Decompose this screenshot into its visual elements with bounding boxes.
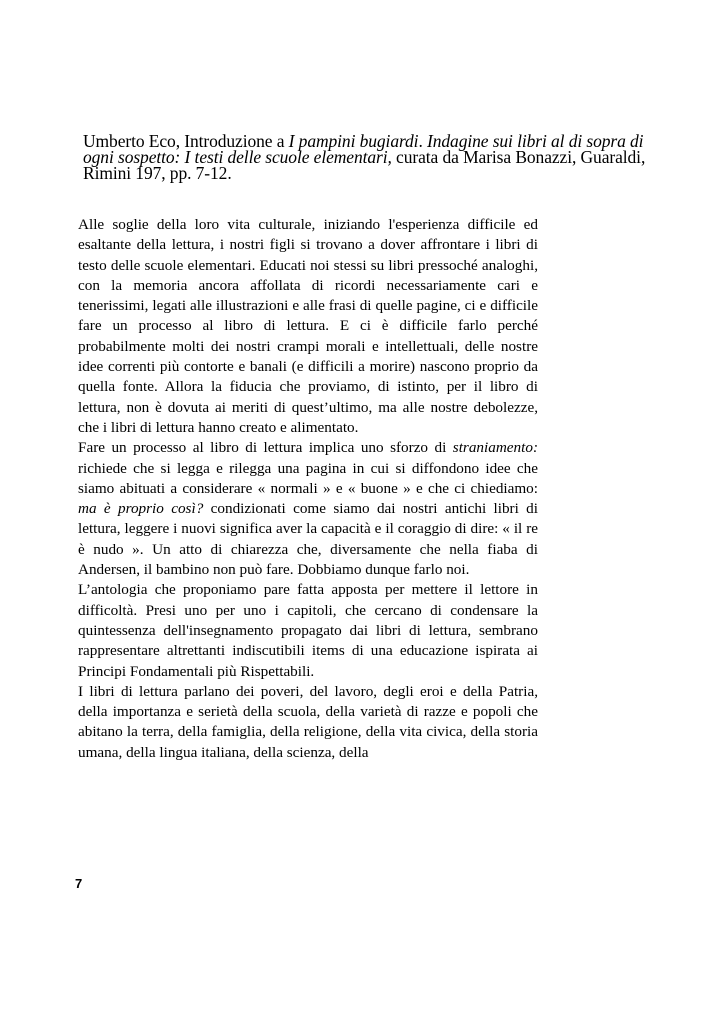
bibliographic-citation [83, 133, 648, 181]
paragraph-2-italic-question: ma è proprio così? [78, 500, 204, 518]
body-text [78, 215, 538, 763]
citation-author: Umberto Eco, Introduzione a [83, 131, 289, 151]
paragraph-2 [78, 438, 538, 580]
paragraph-2-text-b: richiede che si legga e rilegga una pagina in cui si diffondono idee che siamo abituati a considerare « normali » e « buone » e che ci chiediamo: [78, 459, 538, 497]
citation-publication: curata da Marisa Bonazzi, Guaraldi, Rimini 197, pp. 7-12. [83, 147, 646, 183]
paragraph-3: L’antologia che proponiamo pare fatta apposta per mettere il lettore in difficoltà. Presi uno per uno i capitoli, che cercano di condensare la quintessenza dell'insegnamento propagato dai libri di lettura, sembrano rappresentare altrettanti indiscutibili items di una educazione ispirata ai Principi Fondamentali più Rispettabili. [78, 581, 538, 680]
paragraph-1: Alle soglie della loro vita culturale, iniziando l'esperienza difficile ed esaltante della lettura, i nostri figli si trovano a dover affrontare i libri di testo delle scuole elementari. Educati noi stessi su libri pressoché analoghi, con la memoria ancora affollata di ricordi necessariamente cari e tenerissimi, legati alle illustrazioni e alle frasi di quelle pagine, ci e difficile fare un processo al libro di lettura. E ci è difficile farlo perché probabilmente molti dei nostri crampi morali e intellettuali, delle nostre idee correnti più contorte e banali (e difficili a morire) nascono proprio da quella fonte. Allora la fiducia che proviamo, di istinto, per il libro di lettura, non è dovuta ai meriti di quest’ultimo, ma alle nostre debolezze, che i libri di lettura hanno creato e alimentato. [78, 216, 538, 436]
citation-title: I pampini bugiardi [288, 131, 419, 151]
citation-separator: . [418, 131, 428, 151]
paragraph-2-text-c: condizionati come siamo dai nostri antichi libri di lettura, leggere i nuovi significa aver la capacità e il coraggio di dire: « il re è nudo ». Un atto di chiarezza che, diversamente che nella fiaba di Andersen, il bambino non può fare. Dobbiamo dunque farlo noi. [78, 500, 538, 579]
paragraph-2-text-a: Fare un processo al libro di lettura implica uno sforzo di [78, 439, 453, 457]
page-number: 7 [75, 876, 83, 891]
citation-subtitle: Indagine sui libri al di sopra di ogni sospetto: I testi delle scuole elementari, [83, 131, 644, 167]
paragraph-4: I libri di lettura parlano dei poveri, del lavoro, degli eroi e della Patria, della importanza e serietà della scuola, della varietà di razze e popoli che abitano la terra, della famiglia, della religione, della vita civica, della storia umana, della lingua italiana, della scienza, della [78, 682, 538, 761]
paragraph-2-italic-straniamento: straniamento: [452, 439, 538, 457]
